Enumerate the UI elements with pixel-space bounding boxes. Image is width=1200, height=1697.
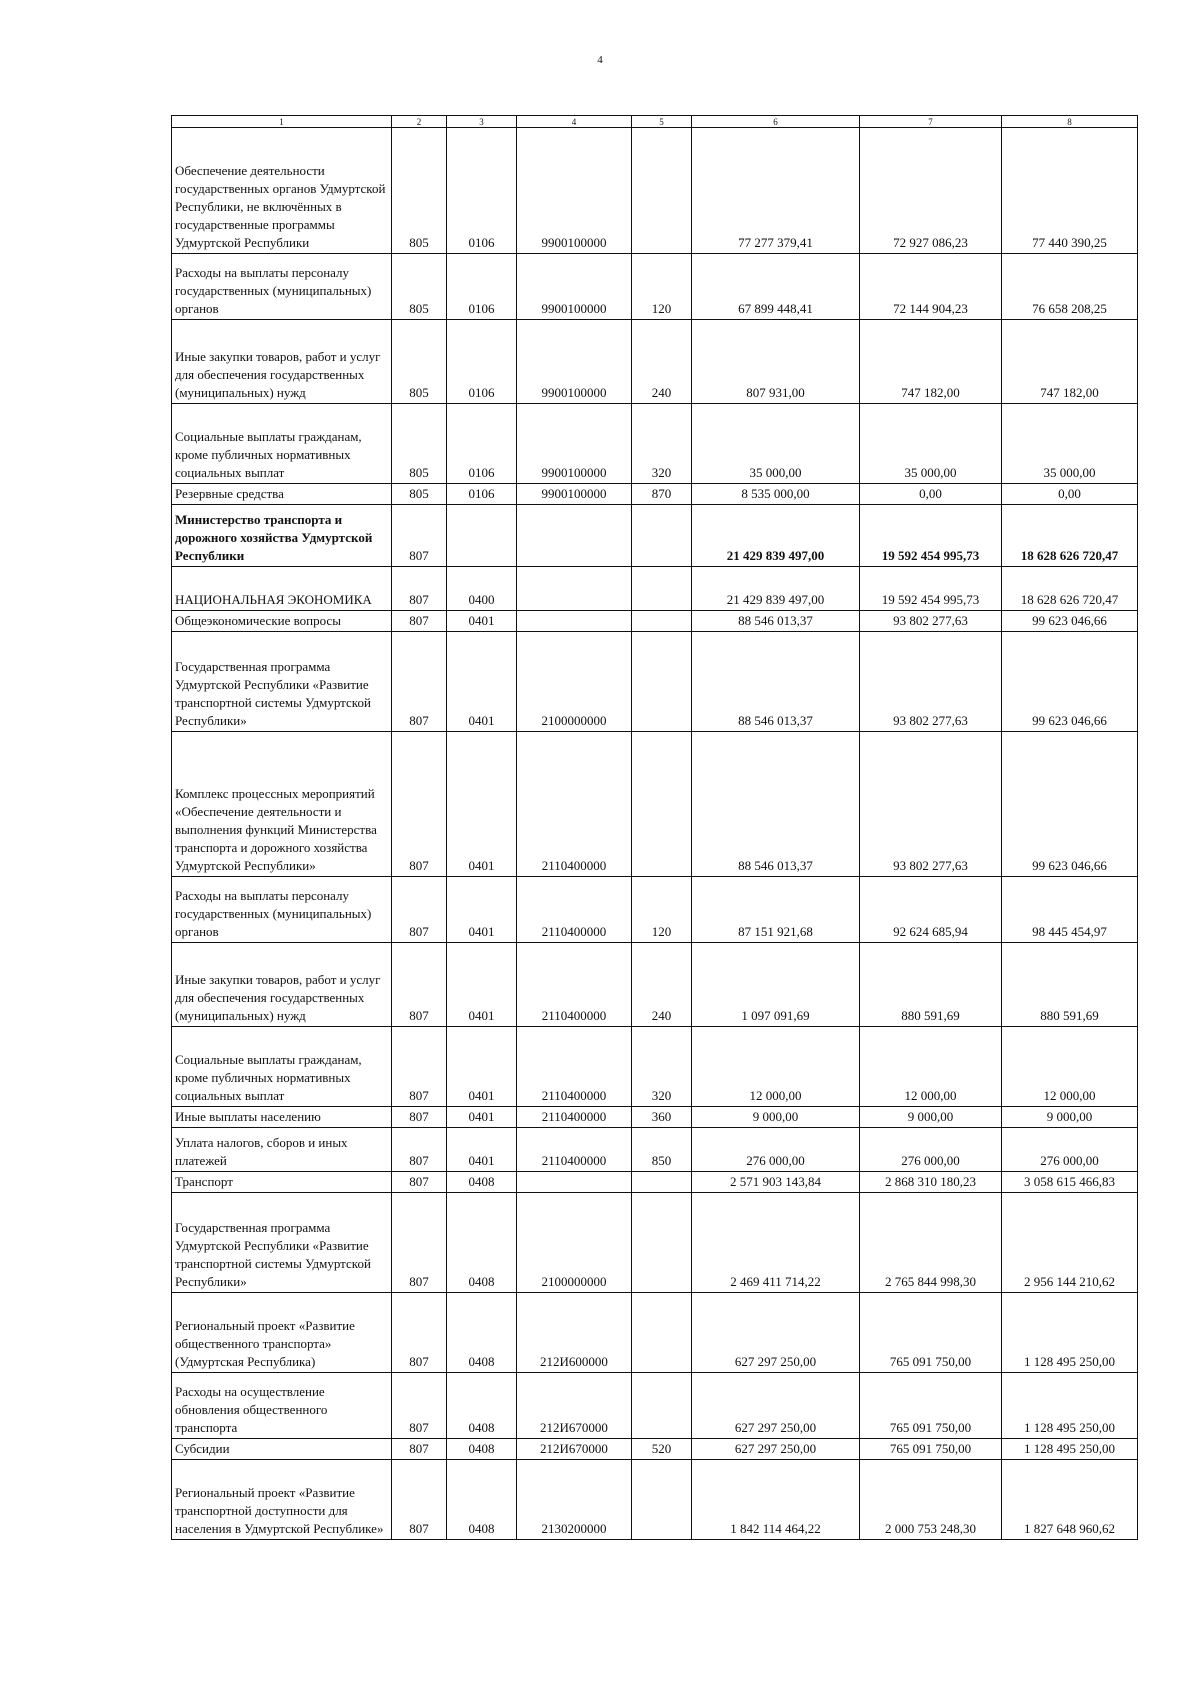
amount-cell: 88 546 013,37: [692, 732, 860, 877]
target-article-cell: [517, 505, 632, 567]
column-header: 2: [392, 116, 447, 128]
section-code-cell: 0401: [447, 943, 517, 1027]
section-code-cell: 0408: [447, 1439, 517, 1460]
admin-code-cell: 807: [392, 1107, 447, 1128]
admin-code-cell: 807: [392, 611, 447, 632]
section-code-cell: 0106: [447, 128, 517, 254]
row-name-cell: Транспорт: [172, 1172, 392, 1193]
table-row: [172, 943, 1138, 1027]
row-name-cell: Комплекс процессных мероприятий «Обеспечение деятельности и выполнения функций Министерства транспорта и дорожного хозяйства Удмуртской Республики»: [172, 732, 392, 877]
expense-type-cell: 120: [632, 254, 692, 320]
amount-cell: 807 931,00: [692, 320, 860, 404]
amount-cell: 880 591,69: [1002, 943, 1138, 1027]
table-row: [172, 1193, 1138, 1293]
admin-code-cell: 807: [392, 1193, 447, 1293]
amount-cell: 276 000,00: [1002, 1128, 1138, 1172]
table-row: [172, 1460, 1138, 1540]
row-name-cell: Иные закупки товаров, работ и услуг для обеспечения государственных (муниципальных) нужд: [172, 943, 392, 1027]
admin-code-cell: 805: [392, 484, 447, 505]
expense-type-cell: 360: [632, 1107, 692, 1128]
expense-type-cell: 320: [632, 404, 692, 484]
target-article-cell: 2110400000: [517, 877, 632, 943]
column-header: 4: [517, 116, 632, 128]
admin-code-cell: 805: [392, 320, 447, 404]
table-row: [172, 611, 1138, 632]
row-name-cell: Расходы на выплаты персоналу государственных (муниципальных) органов: [172, 877, 392, 943]
row-name-cell: Иные выплаты населению: [172, 1107, 392, 1128]
table-row: [172, 128, 1138, 254]
column-header: 5: [632, 116, 692, 128]
table-row: [172, 632, 1138, 732]
amount-cell: 1 128 495 250,00: [1002, 1439, 1138, 1460]
table-body: [172, 128, 1138, 1540]
amount-cell: 88 546 013,37: [692, 611, 860, 632]
section-code-cell: 0408: [447, 1373, 517, 1439]
amount-cell: 2 956 144 210,62: [1002, 1193, 1138, 1293]
table-row: [172, 505, 1138, 567]
table-row: [172, 1027, 1138, 1107]
amount-cell: 765 091 750,00: [860, 1293, 1002, 1373]
amount-cell: 1 842 114 464,22: [692, 1460, 860, 1540]
amount-cell: 276 000,00: [860, 1128, 1002, 1172]
amount-cell: 0,00: [1002, 484, 1138, 505]
expense-type-cell: [632, 1460, 692, 1540]
expense-type-cell: 240: [632, 943, 692, 1027]
amount-cell: 2 571 903 143,84: [692, 1172, 860, 1193]
amount-cell: 2 765 844 998,30: [860, 1193, 1002, 1293]
page-number: 4: [597, 54, 603, 66]
admin-code-cell: 807: [392, 877, 447, 943]
expense-type-cell: [632, 1373, 692, 1439]
expense-type-cell: 520: [632, 1439, 692, 1460]
amount-cell: 93 802 277,63: [860, 611, 1002, 632]
expense-type-cell: 850: [632, 1128, 692, 1172]
target-article-cell: 2100000000: [517, 1193, 632, 1293]
table-row: [172, 732, 1138, 877]
section-code-cell: 0401: [447, 1027, 517, 1107]
admin-code-cell: 807: [392, 1439, 447, 1460]
row-name-cell: Обеспечение деятельности государственных органов Удмуртской Республики, не включённых в государственные программы Удмуртской Республики: [172, 128, 392, 254]
admin-code-cell: 807: [392, 1027, 447, 1107]
amount-cell: 9 000,00: [1002, 1107, 1138, 1128]
section-code-cell: 0408: [447, 1460, 517, 1540]
column-header: 1: [172, 116, 392, 128]
expense-type-cell: [632, 505, 692, 567]
amount-cell: 765 091 750,00: [860, 1439, 1002, 1460]
admin-code-cell: 807: [392, 1293, 447, 1373]
target-article-cell: 2100000000: [517, 632, 632, 732]
expense-type-cell: [632, 1193, 692, 1293]
table-row: [172, 254, 1138, 320]
column-header: 3: [447, 116, 517, 128]
amount-cell: 72 144 904,23: [860, 254, 1002, 320]
target-article-cell: 212И670000: [517, 1439, 632, 1460]
amount-cell: 12 000,00: [860, 1027, 1002, 1107]
row-name-cell: Расходы на осуществление обновления общественного транспорта: [172, 1373, 392, 1439]
target-article-cell: 9900100000: [517, 254, 632, 320]
expense-type-cell: 870: [632, 484, 692, 505]
section-code-cell: 0408: [447, 1172, 517, 1193]
amount-cell: 76 658 208,25: [1002, 254, 1138, 320]
amount-cell: 98 445 454,97: [1002, 877, 1138, 943]
row-name-cell: Социальные выплаты гражданам, кроме публичных нормативных социальных выплат: [172, 1027, 392, 1107]
expense-type-cell: [632, 1172, 692, 1193]
section-code-cell: 0401: [447, 632, 517, 732]
admin-code-cell: 807: [392, 1172, 447, 1193]
section-code-cell: 0401: [447, 1128, 517, 1172]
target-article-cell: 2110400000: [517, 732, 632, 877]
target-article-cell: [517, 1172, 632, 1193]
amount-cell: 1 097 091,69: [692, 943, 860, 1027]
row-name-cell: Государственная программа Удмуртской Республики «Развитие транспортной системы Удмуртской Республики»: [172, 1193, 392, 1293]
section-code-cell: 0408: [447, 1193, 517, 1293]
admin-code-cell: 807: [392, 943, 447, 1027]
target-article-cell: 2110400000: [517, 1128, 632, 1172]
row-name-cell: Иные закупки товаров, работ и услуг для обеспечения государственных (муниципальных) нужд: [172, 320, 392, 404]
section-code-cell: 0106: [447, 404, 517, 484]
amount-cell: 21 429 839 497,00: [692, 567, 860, 611]
amount-cell: 2 000 753 248,30: [860, 1460, 1002, 1540]
expense-type-cell: 240: [632, 320, 692, 404]
section-code-cell: 0400: [447, 567, 517, 611]
table-row: [172, 1172, 1138, 1193]
table-row: [172, 877, 1138, 943]
amount-cell: 88 546 013,37: [692, 632, 860, 732]
section-code-cell: 0401: [447, 732, 517, 877]
amount-cell: 99 623 046,66: [1002, 732, 1138, 877]
table-row: [172, 567, 1138, 611]
amount-cell: 8 535 000,00: [692, 484, 860, 505]
admin-code-cell: 805: [392, 254, 447, 320]
amount-cell: 35 000,00: [1002, 404, 1138, 484]
row-name-cell: Министерство транспорта и дорожного хозяйства Удмуртской Республики: [172, 505, 392, 567]
target-article-cell: 2110400000: [517, 943, 632, 1027]
target-article-cell: 9900100000: [517, 128, 632, 254]
amount-cell: 627 297 250,00: [692, 1439, 860, 1460]
section-code-cell: [447, 505, 517, 567]
expense-type-cell: [632, 1293, 692, 1373]
target-article-cell: 212И600000: [517, 1293, 632, 1373]
amount-cell: 765 091 750,00: [860, 1373, 1002, 1439]
target-article-cell: 9900100000: [517, 484, 632, 505]
table-row: [172, 1128, 1138, 1172]
admin-code-cell: 807: [392, 505, 447, 567]
amount-cell: 93 802 277,63: [860, 632, 1002, 732]
target-article-cell: 9900100000: [517, 320, 632, 404]
section-code-cell: 0106: [447, 254, 517, 320]
amount-cell: 627 297 250,00: [692, 1293, 860, 1373]
amount-cell: 92 624 685,94: [860, 877, 1002, 943]
row-name-cell: Государственная программа Удмуртской Республики «Развитие транспортной системы Удмуртской Республики»: [172, 632, 392, 732]
target-article-cell: 2110400000: [517, 1027, 632, 1107]
admin-code-cell: 805: [392, 128, 447, 254]
admin-code-cell: 807: [392, 732, 447, 877]
target-article-cell: [517, 567, 632, 611]
section-code-cell: 0401: [447, 877, 517, 943]
row-name-cell: Расходы на выплаты персоналу государственных (муниципальных) органов: [172, 254, 392, 320]
column-header: 7: [860, 116, 1002, 128]
amount-cell: 19 592 454 995,73: [860, 505, 1002, 567]
target-article-cell: 212И670000: [517, 1373, 632, 1439]
amount-cell: 21 429 839 497,00: [692, 505, 860, 567]
amount-cell: 1 128 495 250,00: [1002, 1373, 1138, 1439]
column-header: 6: [692, 116, 860, 128]
budget-table: [171, 115, 1138, 1540]
target-article-cell: 2110400000: [517, 1107, 632, 1128]
amount-cell: 35 000,00: [692, 404, 860, 484]
admin-code-cell: 807: [392, 567, 447, 611]
row-name-cell: Региональный проект «Развитие транспортной доступности для населения в Удмуртской Республике»: [172, 1460, 392, 1540]
row-name-cell: Резервные средства: [172, 484, 392, 505]
row-name-cell: Уплата налогов, сборов и иных платежей: [172, 1128, 392, 1172]
amount-cell: 9 000,00: [692, 1107, 860, 1128]
amount-cell: 2 868 310 180,23: [860, 1172, 1002, 1193]
table-row: [172, 484, 1138, 505]
amount-cell: 747 182,00: [1002, 320, 1138, 404]
amount-cell: 9 000,00: [860, 1107, 1002, 1128]
amount-cell: 12 000,00: [1002, 1027, 1138, 1107]
section-code-cell: 0408: [447, 1293, 517, 1373]
expense-type-cell: [632, 732, 692, 877]
admin-code-cell: 805: [392, 404, 447, 484]
amount-cell: 35 000,00: [860, 404, 1002, 484]
expense-type-cell: 320: [632, 1027, 692, 1107]
amount-cell: 93 802 277,63: [860, 732, 1002, 877]
column-header: 8: [1002, 116, 1138, 128]
row-name-cell: Социальные выплаты гражданам, кроме публичных нормативных социальных выплат: [172, 404, 392, 484]
admin-code-cell: 807: [392, 1128, 447, 1172]
amount-cell: 12 000,00: [692, 1027, 860, 1107]
row-name-cell: Общеэкономические вопросы: [172, 611, 392, 632]
amount-cell: 18 628 626 720,47: [1002, 505, 1138, 567]
column-number-row: [172, 116, 1138, 128]
admin-code-cell: 807: [392, 1373, 447, 1439]
expense-type-cell: [632, 611, 692, 632]
amount-cell: 1 827 648 960,62: [1002, 1460, 1138, 1540]
amount-cell: 1 128 495 250,00: [1002, 1293, 1138, 1373]
amount-cell: 2 469 411 714,22: [692, 1193, 860, 1293]
row-name-cell: Региональный проект «Развитие общественного транспорта» (Удмуртская Республика): [172, 1293, 392, 1373]
target-article-cell: [517, 611, 632, 632]
table-row: [172, 404, 1138, 484]
admin-code-cell: 807: [392, 1460, 447, 1540]
amount-cell: 0,00: [860, 484, 1002, 505]
amount-cell: 77 277 379,41: [692, 128, 860, 254]
section-code-cell: 0106: [447, 484, 517, 505]
row-name-cell: Субсидии: [172, 1439, 392, 1460]
section-code-cell: 0106: [447, 320, 517, 404]
amount-cell: 627 297 250,00: [692, 1373, 860, 1439]
amount-cell: 99 623 046,66: [1002, 632, 1138, 732]
amount-cell: 72 927 086,23: [860, 128, 1002, 254]
amount-cell: 276 000,00: [692, 1128, 860, 1172]
table-row: [172, 1107, 1138, 1128]
expense-type-cell: [632, 632, 692, 732]
table-row: [172, 320, 1138, 404]
amount-cell: 3 058 615 466,83: [1002, 1172, 1138, 1193]
amount-cell: 18 628 626 720,47: [1002, 567, 1138, 611]
expense-type-cell: [632, 128, 692, 254]
table-row: [172, 1293, 1138, 1373]
expense-type-cell: 120: [632, 877, 692, 943]
target-article-cell: 9900100000: [517, 404, 632, 484]
amount-cell: 19 592 454 995,73: [860, 567, 1002, 611]
table-row: [172, 1439, 1138, 1460]
table-row: [172, 1373, 1138, 1439]
row-name-cell: НАЦИОНАЛЬНАЯ ЭКОНОМИКА: [172, 567, 392, 611]
admin-code-cell: 807: [392, 632, 447, 732]
amount-cell: 87 151 921,68: [692, 877, 860, 943]
section-code-cell: 0401: [447, 1107, 517, 1128]
amount-cell: 747 182,00: [860, 320, 1002, 404]
amount-cell: 67 899 448,41: [692, 254, 860, 320]
expense-type-cell: [632, 567, 692, 611]
amount-cell: 99 623 046,66: [1002, 611, 1138, 632]
target-article-cell: 2130200000: [517, 1460, 632, 1540]
amount-cell: 77 440 390,25: [1002, 128, 1138, 254]
section-code-cell: 0401: [447, 611, 517, 632]
amount-cell: 880 591,69: [860, 943, 1002, 1027]
